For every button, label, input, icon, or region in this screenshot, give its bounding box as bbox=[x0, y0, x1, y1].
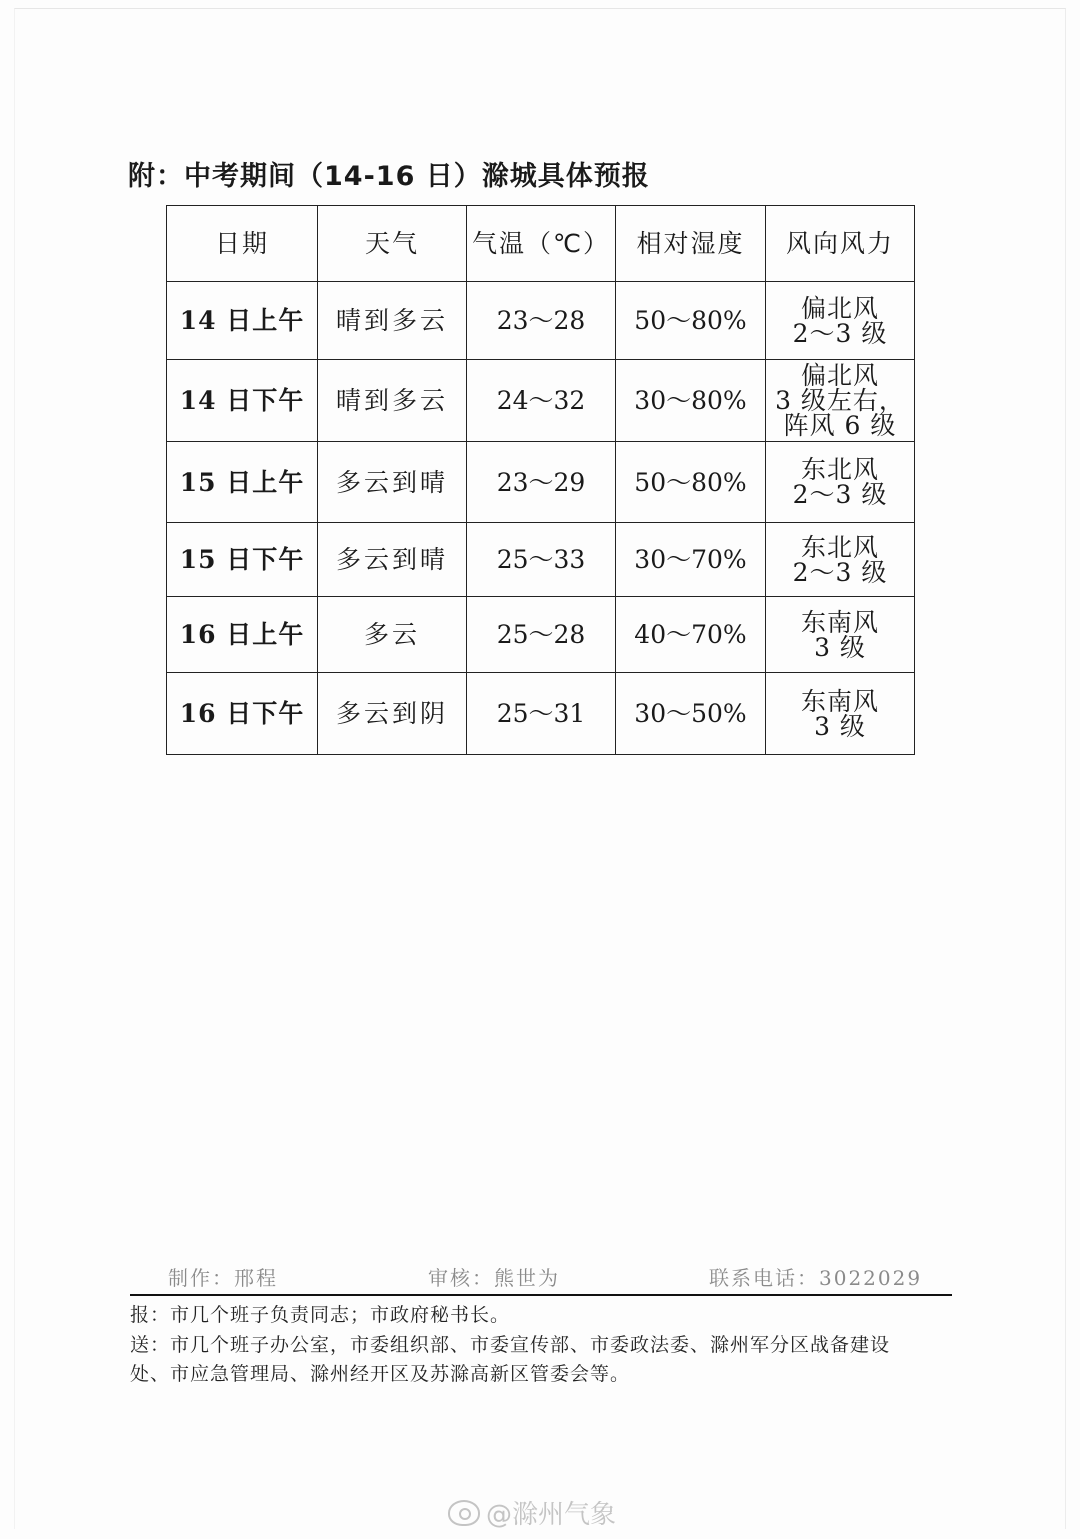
weibo-icon bbox=[448, 1500, 480, 1526]
wind-direction: 东北风 bbox=[800, 532, 879, 562]
wind-force: 2～3 级 bbox=[792, 557, 888, 587]
report-to-line: 报：市几个班子负责同志；市政府秘书长。 bbox=[130, 1304, 511, 1326]
weather-cell: 晴到多云 bbox=[318, 360, 467, 442]
wind-cell bbox=[766, 282, 915, 360]
footer-credits bbox=[168, 1262, 928, 1292]
temperature-cell: 23～28 bbox=[467, 282, 616, 360]
temperature-cell: 23～29 bbox=[467, 442, 616, 523]
wind-direction: 偏北风 bbox=[800, 293, 879, 323]
table-row bbox=[167, 282, 915, 360]
watermark-text: @滁州气象 bbox=[486, 1500, 617, 1530]
document-title: 附：中考期间（14-16 日）滁城具体预报 bbox=[128, 161, 650, 192]
weather-cell: 晴到多云 bbox=[318, 282, 467, 360]
table-row bbox=[167, 523, 915, 597]
date-cell: 15 日下午 bbox=[167, 523, 318, 597]
temperature-cell: 25～31 bbox=[467, 673, 616, 755]
table-header-row bbox=[167, 206, 915, 282]
weather-cell: 多云到阴 bbox=[318, 673, 467, 755]
table-row bbox=[167, 360, 915, 442]
date-cell: 14 日下午 bbox=[167, 360, 318, 442]
wind-force: 2～3 级 bbox=[792, 480, 888, 509]
send-to-line: 送：市几个班子办公室，市委组织部、市委宣传部、市委政法委、滁州军分区战备建设 bbox=[130, 1334, 891, 1356]
wind-direction: 偏北风 bbox=[800, 361, 879, 390]
wind-cell bbox=[766, 597, 915, 673]
table-row bbox=[167, 442, 915, 523]
wind-force: 2～3 级 bbox=[792, 318, 888, 348]
temperature-cell: 25～28 bbox=[467, 597, 616, 673]
wind-direction: 东南风 bbox=[800, 607, 879, 637]
credit-maker: 制作：邢程 bbox=[168, 1266, 278, 1290]
wind-force: 3 级 bbox=[814, 632, 866, 662]
wind-cell bbox=[766, 673, 915, 755]
wind-direction: 东北风 bbox=[800, 455, 879, 484]
footer-divider bbox=[130, 1294, 952, 1296]
header-wind: 风向风力 bbox=[766, 206, 915, 282]
credit-reviewer: 审核：熊世为 bbox=[428, 1266, 560, 1290]
humidity-cell: 30～70% bbox=[616, 523, 766, 597]
wind-force: 3 级 bbox=[814, 711, 866, 741]
table-row bbox=[167, 597, 915, 673]
humidity-cell: 30～80% bbox=[616, 360, 766, 442]
weather-cell: 多云到晴 bbox=[318, 442, 467, 523]
header-humidity: 相对湿度 bbox=[616, 206, 766, 282]
weather-cell: 多云 bbox=[318, 597, 467, 673]
wind-cell bbox=[766, 360, 915, 442]
send-to-line-continued: 处、市应急管理局、滁州经开区及苏滁高新区管委会等。 bbox=[130, 1363, 631, 1385]
credit-phone: 联系电话：3022029 bbox=[709, 1266, 923, 1290]
wind-gust: 阵风 6 级 bbox=[783, 411, 897, 440]
humidity-cell: 50～80% bbox=[616, 282, 766, 360]
wind-direction: 东南风 bbox=[800, 686, 879, 716]
table-row bbox=[167, 673, 915, 755]
weather-cell: 多云到晴 bbox=[318, 523, 467, 597]
watermark bbox=[448, 1494, 616, 1531]
header-temperature: 气温（℃） bbox=[467, 206, 616, 282]
header-weather: 天气 bbox=[318, 206, 467, 282]
humidity-cell: 50～80% bbox=[616, 442, 766, 523]
temperature-cell: 25～33 bbox=[467, 523, 616, 597]
temperature-cell: 24～32 bbox=[467, 360, 616, 442]
date-cell: 14 日上午 bbox=[167, 282, 318, 360]
header-date: 日期 bbox=[167, 206, 318, 282]
date-cell: 15 日上午 bbox=[167, 442, 318, 523]
forecast-table bbox=[166, 205, 915, 755]
date-cell: 16 日下午 bbox=[167, 673, 318, 755]
wind-cell bbox=[766, 523, 915, 597]
humidity-cell: 40～70% bbox=[616, 597, 766, 673]
wind-cell bbox=[766, 442, 915, 523]
date-cell: 16 日上午 bbox=[167, 597, 318, 673]
wind-force: 3 级左右， bbox=[775, 386, 905, 415]
humidity-cell: 30～50% bbox=[616, 673, 766, 755]
